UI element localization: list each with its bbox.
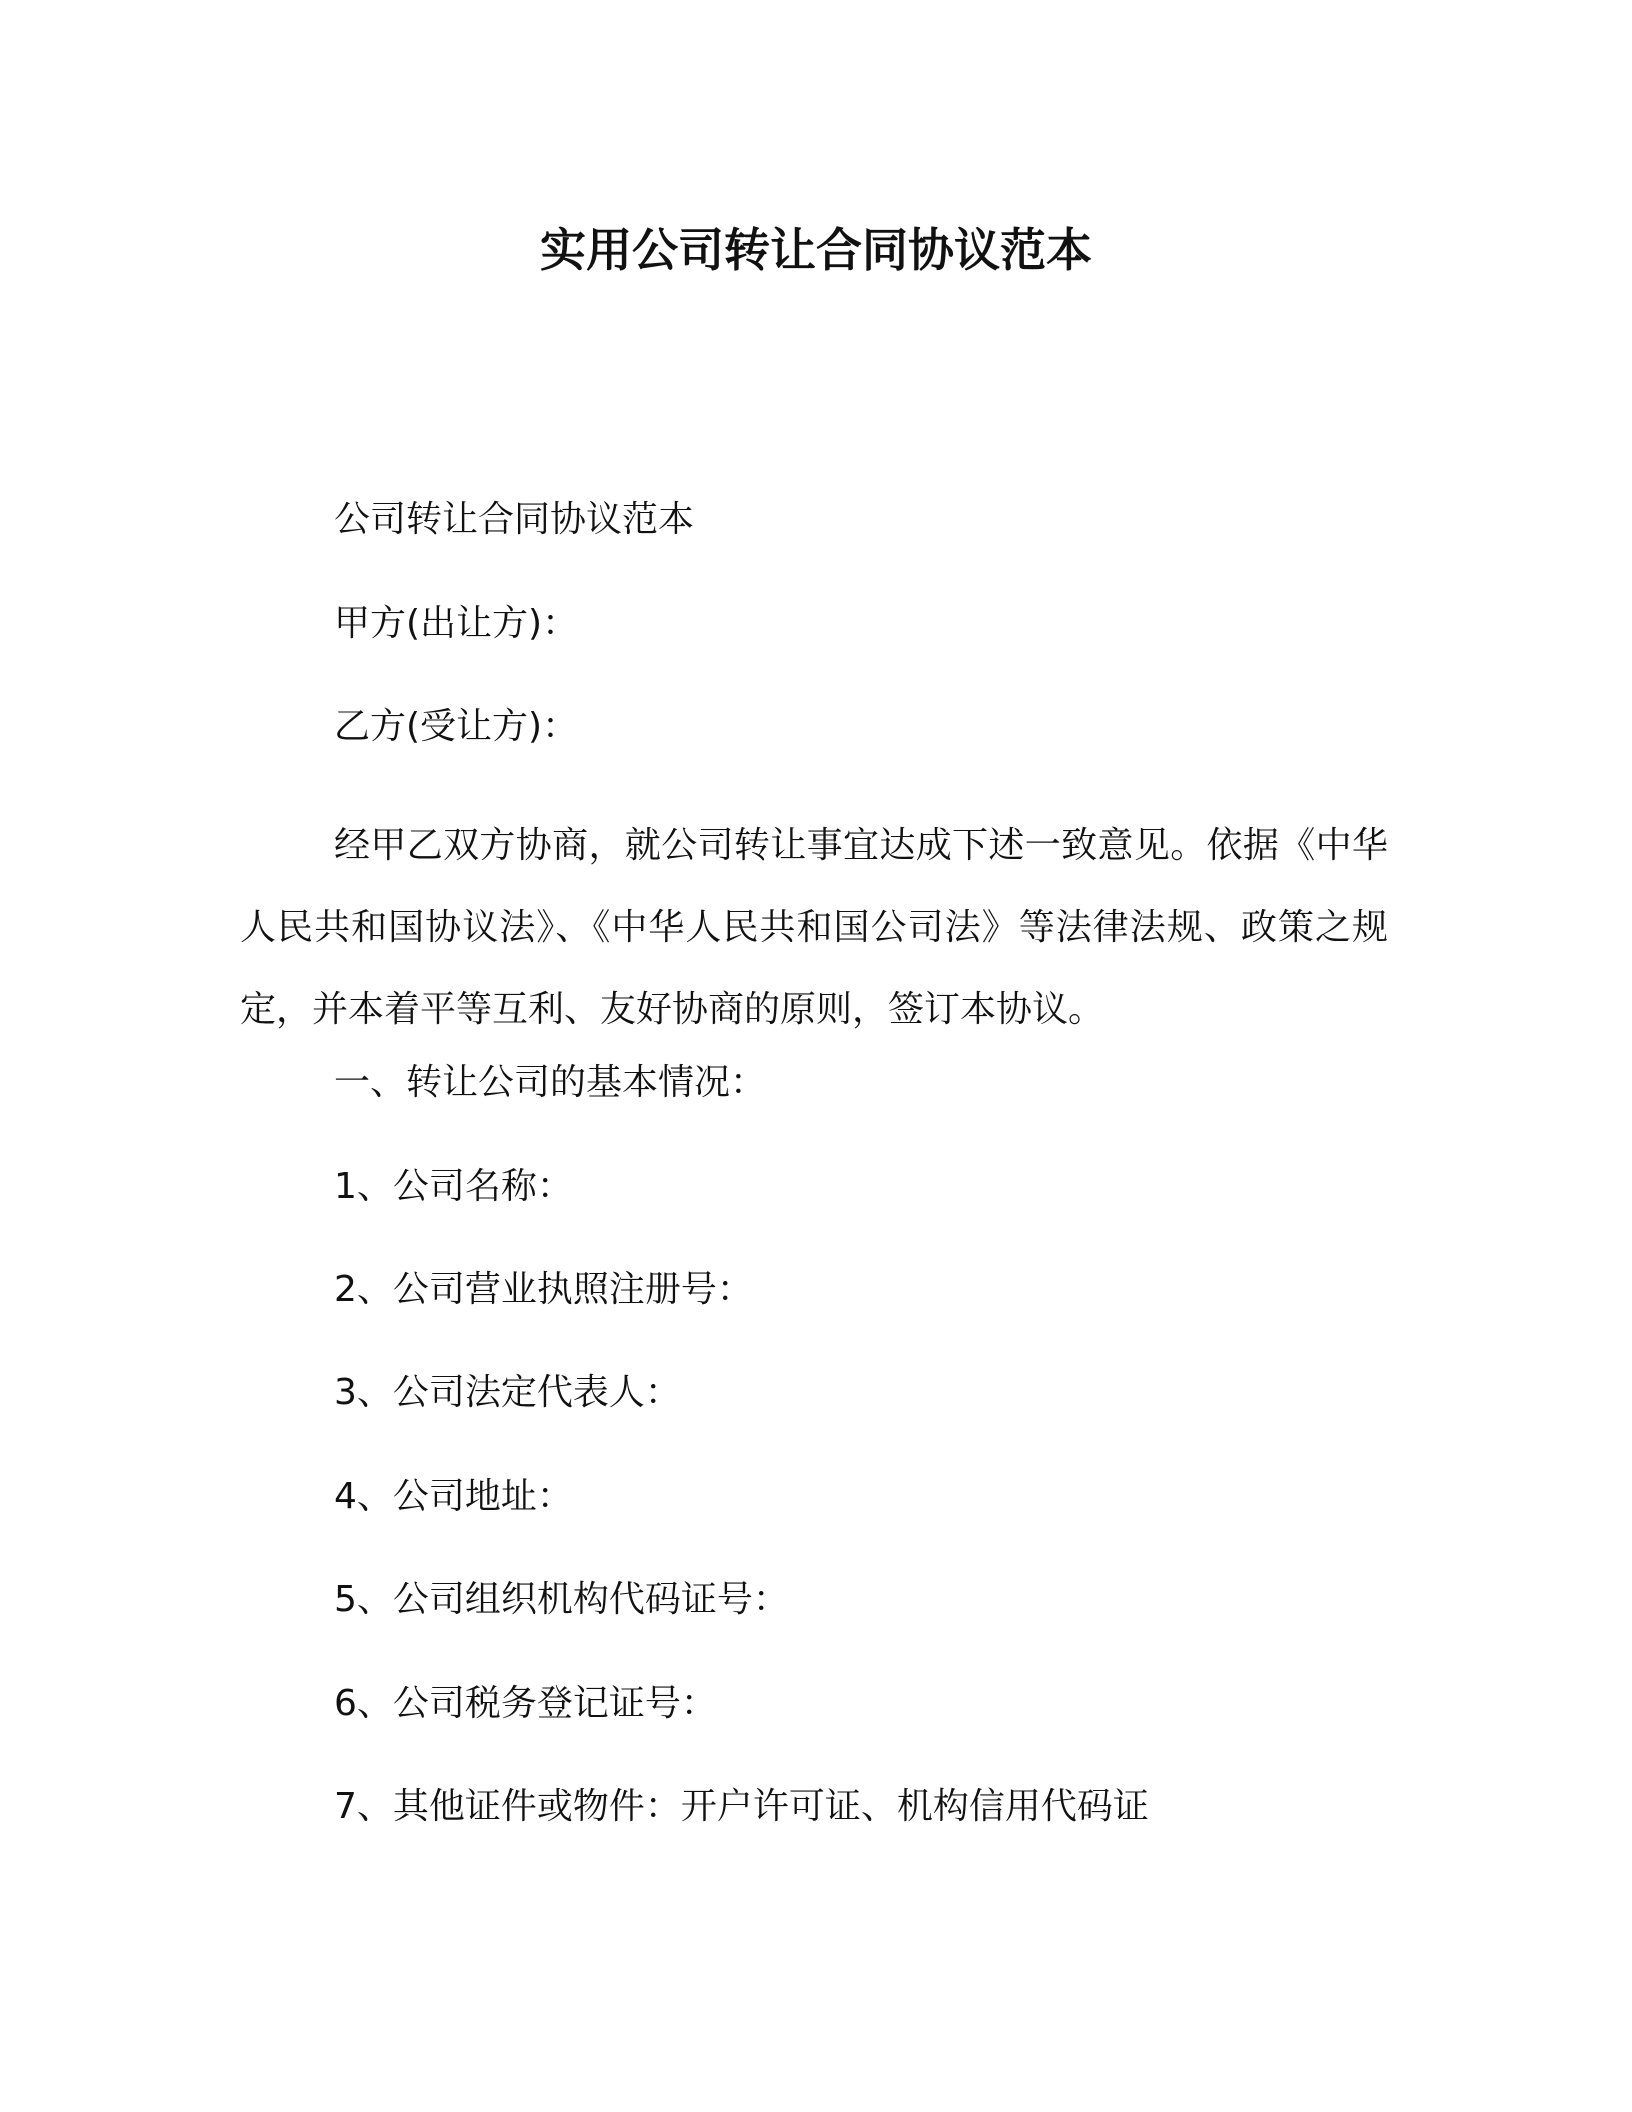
party-a-line: 甲方(出让方)： (334, 603, 579, 644)
list-item-tax-registration: 6、公司税务登记证号： (334, 1683, 717, 1724)
party-b-line: 乙方(受让方)： (334, 706, 579, 747)
list-item-license-number: 2、公司营业执照注册号： (334, 1269, 753, 1310)
document-heading: 公司转让合同协议范本 (334, 499, 695, 540)
section-1-title: 一、转让公司的基本情况： (334, 1062, 767, 1103)
list-item-other-documents: 7、其他证件或物件：开户许可证、机构信用代码证 (334, 1786, 1149, 1827)
list-item-organization-code: 5、公司组织机构代码证号： (334, 1579, 789, 1620)
list-item-legal-representative: 3、公司法定代表人： (334, 1372, 681, 1413)
list-item-company-address: 4、公司地址： (334, 1476, 573, 1517)
document-title: 实用公司转让合同协议范本 (540, 223, 1092, 277)
list-item-company-name: 1、公司名称： (334, 1166, 573, 1207)
intro-paragraph: 经甲乙双方协商，就公司转让事宜达成下述一致意见。依据《中华人民共和国协议法》、《中华人民共和国公司法》等法律法规、政策之规定，并本着平等互利、友好协商的原则，签订本协议。 (240, 825, 1388, 1030)
